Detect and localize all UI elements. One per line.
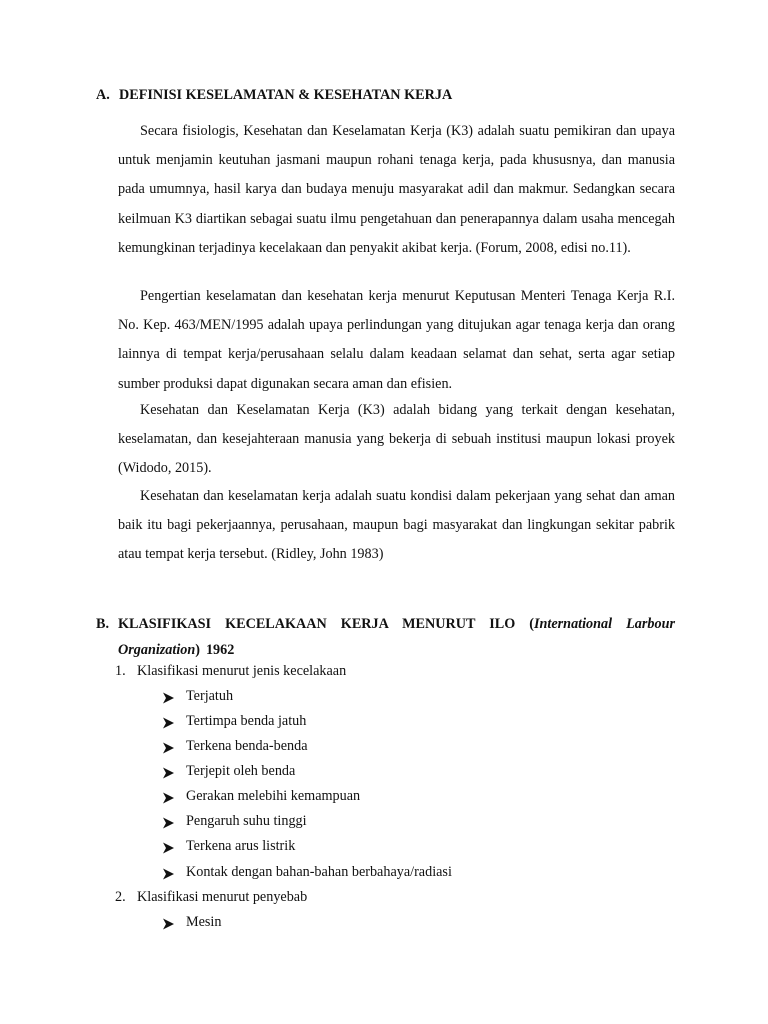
bullet-item	[162, 713, 306, 730]
bullet-text: Tertimpa benda jatuh	[186, 713, 307, 729]
paragraph-1: Secara fisiologis, Kesehatan dan Keselamatan Kerja (K3) adalah suatu pemikiran dan upaya untuk menjamin keutuhan jasmani maupun rohani tenaga kerja, pada khususnya, dan manusia pada umumnya, hasil karya dan budaya menuju masyarakat adil dan makmur. Sedangkan secara keilmuan K3 diartikan sebagai suatu ilmu pengetahuan dan penerapannya dalam usaha mencegah kemungkinan terjadinya kecelakaan dan penyakit akibat kerja. (Forum, 2008, edisi no.11).	[118, 123, 675, 256]
section-a-letter: A.	[96, 87, 110, 103]
arrow-bullet-icon	[162, 740, 186, 754]
list-item-number: 1.	[115, 663, 126, 679]
section-b-title	[118, 611, 675, 663]
section-a-title: DEFINISI KESELAMATAN & KESEHATAN KERJA	[119, 87, 453, 103]
section-b-title-italic: International Larbour Organization	[118, 616, 675, 658]
arrow-bullet-icon	[162, 715, 186, 729]
arrow-bullet-icon	[162, 840, 186, 854]
arrow-bullet-icon	[162, 790, 186, 804]
bullet-text: Terjepit oleh benda	[186, 763, 296, 779]
arrow-bullet-icon	[162, 916, 186, 930]
section-b-heading	[96, 611, 675, 663]
bullet-text: Terkena arus listrik	[186, 838, 296, 854]
bullet-item	[162, 864, 452, 881]
bullet-item	[162, 788, 360, 805]
section-b-letter: B.	[96, 616, 110, 632]
bullet-text: Kontak dengan bahan-bahan berbahaya/radiasi	[186, 864, 452, 880]
arrow-bullet-icon	[162, 815, 186, 829]
section-a-heading	[96, 87, 452, 104]
section-b-title-end: ) 1962	[195, 642, 235, 658]
list-item-label: Klasifikasi menurut jenis kecelakaan	[137, 663, 347, 679]
paragraph-2: Pengertian keselamatan dan kesehatan kerja menurut Keputusan Menteri Tenaga Kerja R.I. No. Kep. 463/MEN/1995 adalah upaya perlindungan yang ditujukan agar tenaga kerja dan orang lainnya di tempat kerja/perusahaan selalu dalam keadaan selamat dan sehat, serta agar setiap sumber produksi dapat digunakan secara aman dan efisien.	[118, 288, 675, 392]
paragraph-4: Kesehatan dan keselamatan kerja adalah suatu kondisi dalam pekerjaan yang sehat dan aman baik itu bagi pekerjaannya, perusahaan, maupun bagi masyarakat dan lingkungan sekitar pabrik atau tempat kerja tersebut. (Ridley, John 1983)	[118, 488, 675, 563]
bullet-text: Terkena benda-benda	[186, 738, 308, 754]
bullet-text: Gerakan melebihi kemampuan	[186, 788, 361, 804]
bullet-item	[162, 738, 308, 755]
bullet-item	[162, 838, 295, 855]
bullet-item	[162, 763, 295, 780]
list-item-1	[115, 663, 346, 680]
section-b-title-plain: KLASIFIKASI KECELAKAAN KERJA MENURUT ILO (	[118, 616, 535, 632]
list-item-number: 2.	[115, 889, 126, 905]
list-item-2	[115, 889, 307, 906]
bullet-item	[162, 813, 307, 830]
bullet-item	[162, 688, 233, 705]
paragraph-3: Kesehatan dan Keselamatan Kerja (K3) adalah bidang yang terkait dengan kesehatan, keselamatan, dan kesejahteraan manusia yang bekerja di sebuah institusi maupun lokasi proyek (Widodo, 2015).	[118, 402, 675, 477]
bullet-text: Mesin	[186, 914, 222, 930]
arrow-bullet-icon	[162, 690, 186, 704]
list-item-label: Klasifikasi menurut penyebab	[137, 889, 308, 905]
bullet-text: Terjatuh	[186, 688, 234, 704]
bullet-text: Pengaruh suhu tinggi	[186, 813, 307, 829]
arrow-bullet-icon	[162, 866, 186, 880]
arrow-bullet-icon	[162, 765, 186, 779]
bullet-item	[162, 914, 221, 931]
